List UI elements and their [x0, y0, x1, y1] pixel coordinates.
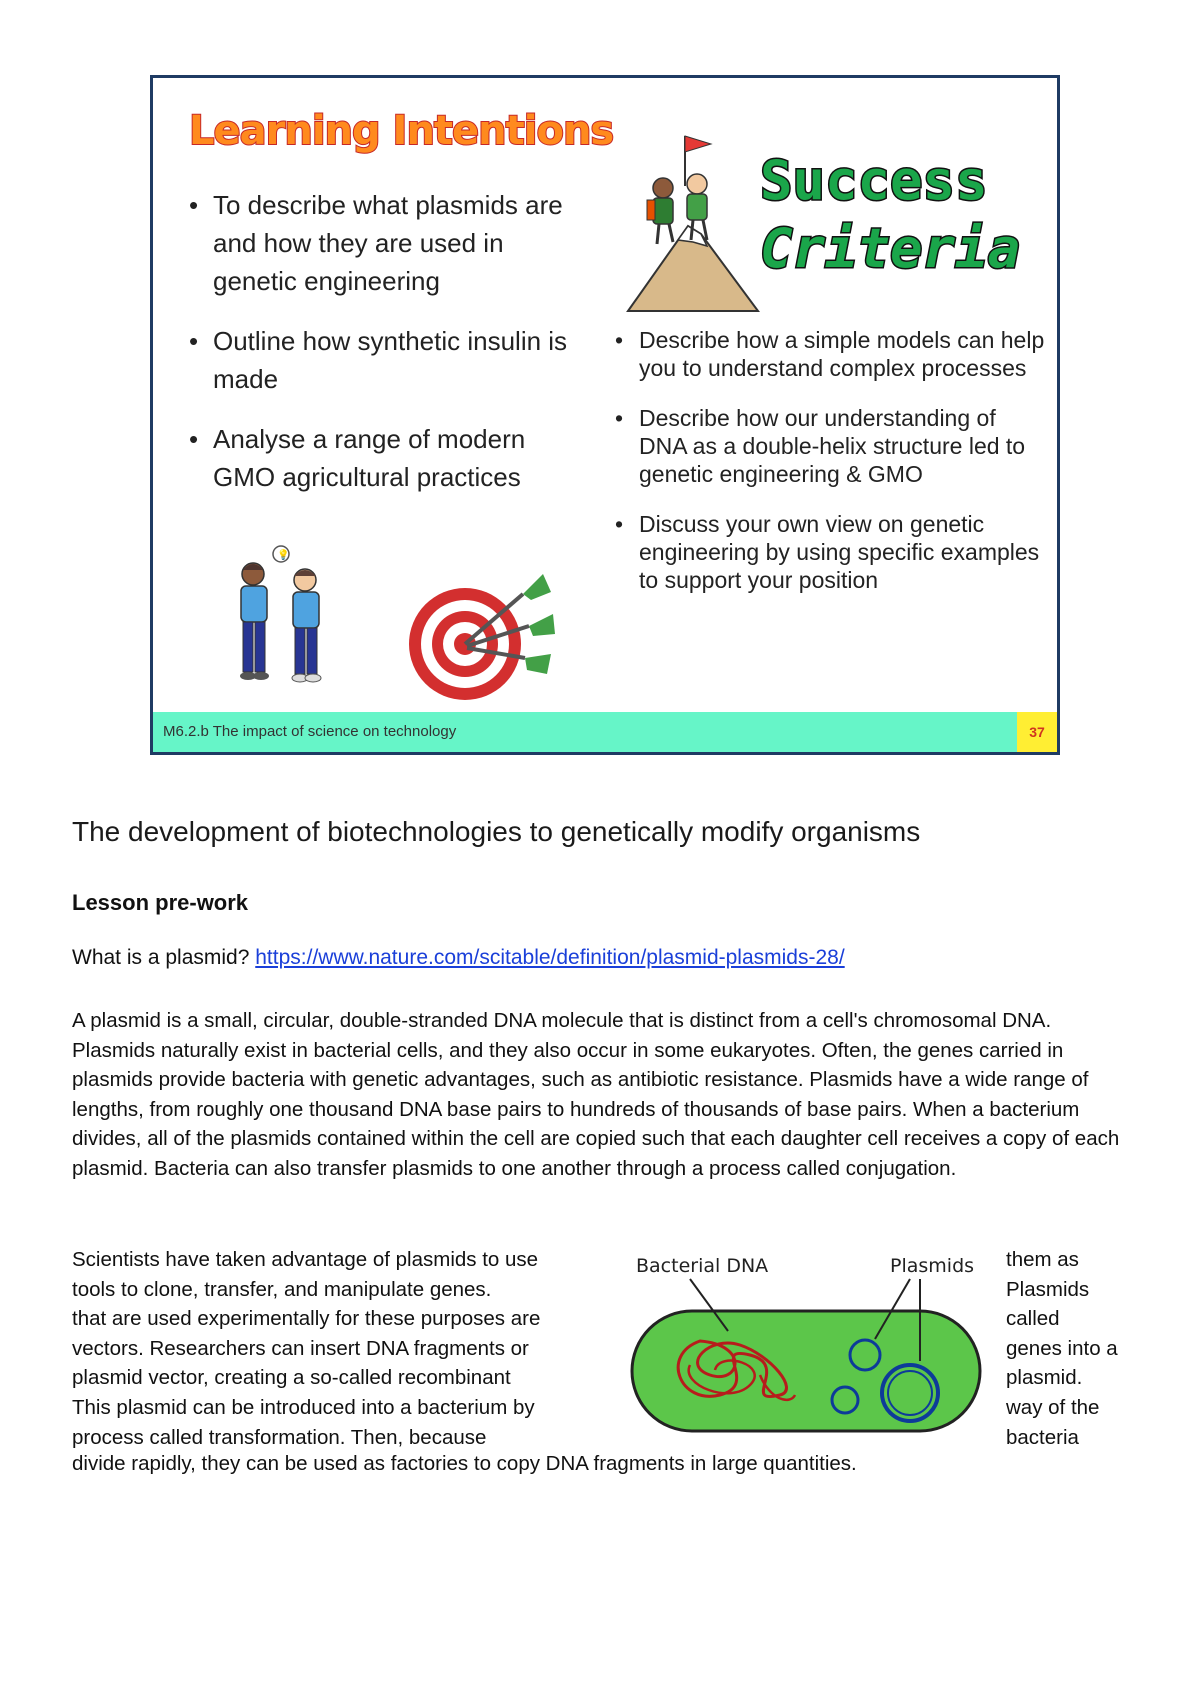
success-criteria-list — [615, 326, 1045, 616]
plasmid-question — [72, 946, 845, 970]
text-line: Scientists have taken advantage of plasmids to use — [72, 1248, 539, 1271]
text-line: process called transformation. Then, because — [72, 1425, 487, 1449]
text-line: Plasmids — [1006, 1277, 1090, 1301]
learning-intentions-title: Learning Intentions — [189, 108, 614, 154]
lesson-prework-heading: Lesson pre-work — [72, 890, 249, 915]
success-criteria-item: • Describe how a simple models can help you to understand complex processes — [615, 326, 1045, 382]
thinking-students-illustration — [223, 544, 343, 694]
text-line: that are used experimentally for these purposes are — [72, 1307, 541, 1331]
success-criteria-item: • Discuss your own view on genetic engineering by using specific examples to support your position — [615, 510, 1045, 594]
plasmid-uses-left-column — [72, 1245, 592, 1452]
question-text: What is a plasmid? — [72, 946, 250, 969]
nature-plasmid-link[interactable]: https://www.nature.com/scitable/definition/plasmid-plasmids-28/ — [255, 946, 845, 969]
success-criteria-item: • Describe how our understanding of DNA as a double-helix structure led to genetic engineering & GMO — [615, 404, 1045, 488]
plasmid-uses-right-column — [1006, 1245, 1136, 1452]
text-line: called — [1006, 1307, 1060, 1331]
learning-intention-item: • Analyse a range of modern GMO agricultural practices — [189, 420, 569, 496]
svg-text:💡: 💡 — [277, 550, 290, 561]
plasmid-uses-last-line: divide rapidly, they can be used as factories to copy DNA fragments in large quantities. — [72, 1452, 857, 1475]
text-line: tools to clone, transfer, and manipulate genes. — [72, 1277, 492, 1301]
text-line: bacteria — [1006, 1425, 1079, 1449]
learning-intention-item: • To describe what plasmids are and how they are used in genetic engineering — [189, 186, 569, 300]
success-criteria-title-line2: Criteria — [760, 217, 1021, 280]
learning-intentions-list — [189, 186, 569, 518]
slide-footer — [153, 712, 1057, 752]
text-line: plasmid vector, creating a so-called recombinant — [72, 1366, 511, 1390]
text-line: genes into a — [1006, 1336, 1118, 1360]
plasmids-label: Plasmids — [890, 1255, 975, 1277]
text-line: them as — [1006, 1248, 1079, 1271]
slide — [150, 75, 1060, 755]
learning-intention-item: • Outline how synthetic insulin is made — [189, 322, 569, 398]
text-line: way of the — [1006, 1395, 1100, 1419]
success-criteria-title-line1: Success — [760, 149, 988, 212]
document-heading: The development of biotechnologies to genetically modify organisms — [72, 816, 921, 847]
target-darts-illustration — [403, 554, 563, 704]
text-line: vectors. Researchers can insert DNA fragments or — [72, 1336, 529, 1360]
text-line: plasmid. — [1006, 1366, 1083, 1390]
slide-footer-text: M6.2.b The impact of science on technology — [163, 723, 457, 740]
text-line: This plasmid can be introduced into a bacterium by — [72, 1395, 535, 1419]
success-criteria-title — [760, 148, 1040, 282]
bacterial-dna-label: Bacterial DNA — [636, 1255, 769, 1277]
mountain-climbers-illustration — [623, 116, 763, 316]
bacterial-cell-figure — [620, 1245, 990, 1445]
plasmid-definition-paragraph: A plasmid is a small, circular, double-stranded DNA molecule that is distinct from a cell's chromosomal DNA. Plasmids naturally exist in bacterial cells, and they also occur in some eukaryotes. Often, the genes carried in plasmids provide bacteria with genetic advantages, such as antibiotic resistance. Plasmids have a wide range of lengths, from roughly one thousand DNA base pairs to hundreds of thousands of base pairs. When a bacterium divides, all of the plasmids contained within the cell are copied such that each daughter cell receives a copy of each plasmid. Bacteria can also transfer plasmids to one another through a process called conjugation. — [72, 1009, 1120, 1180]
slide-number: 37 — [1017, 712, 1057, 752]
